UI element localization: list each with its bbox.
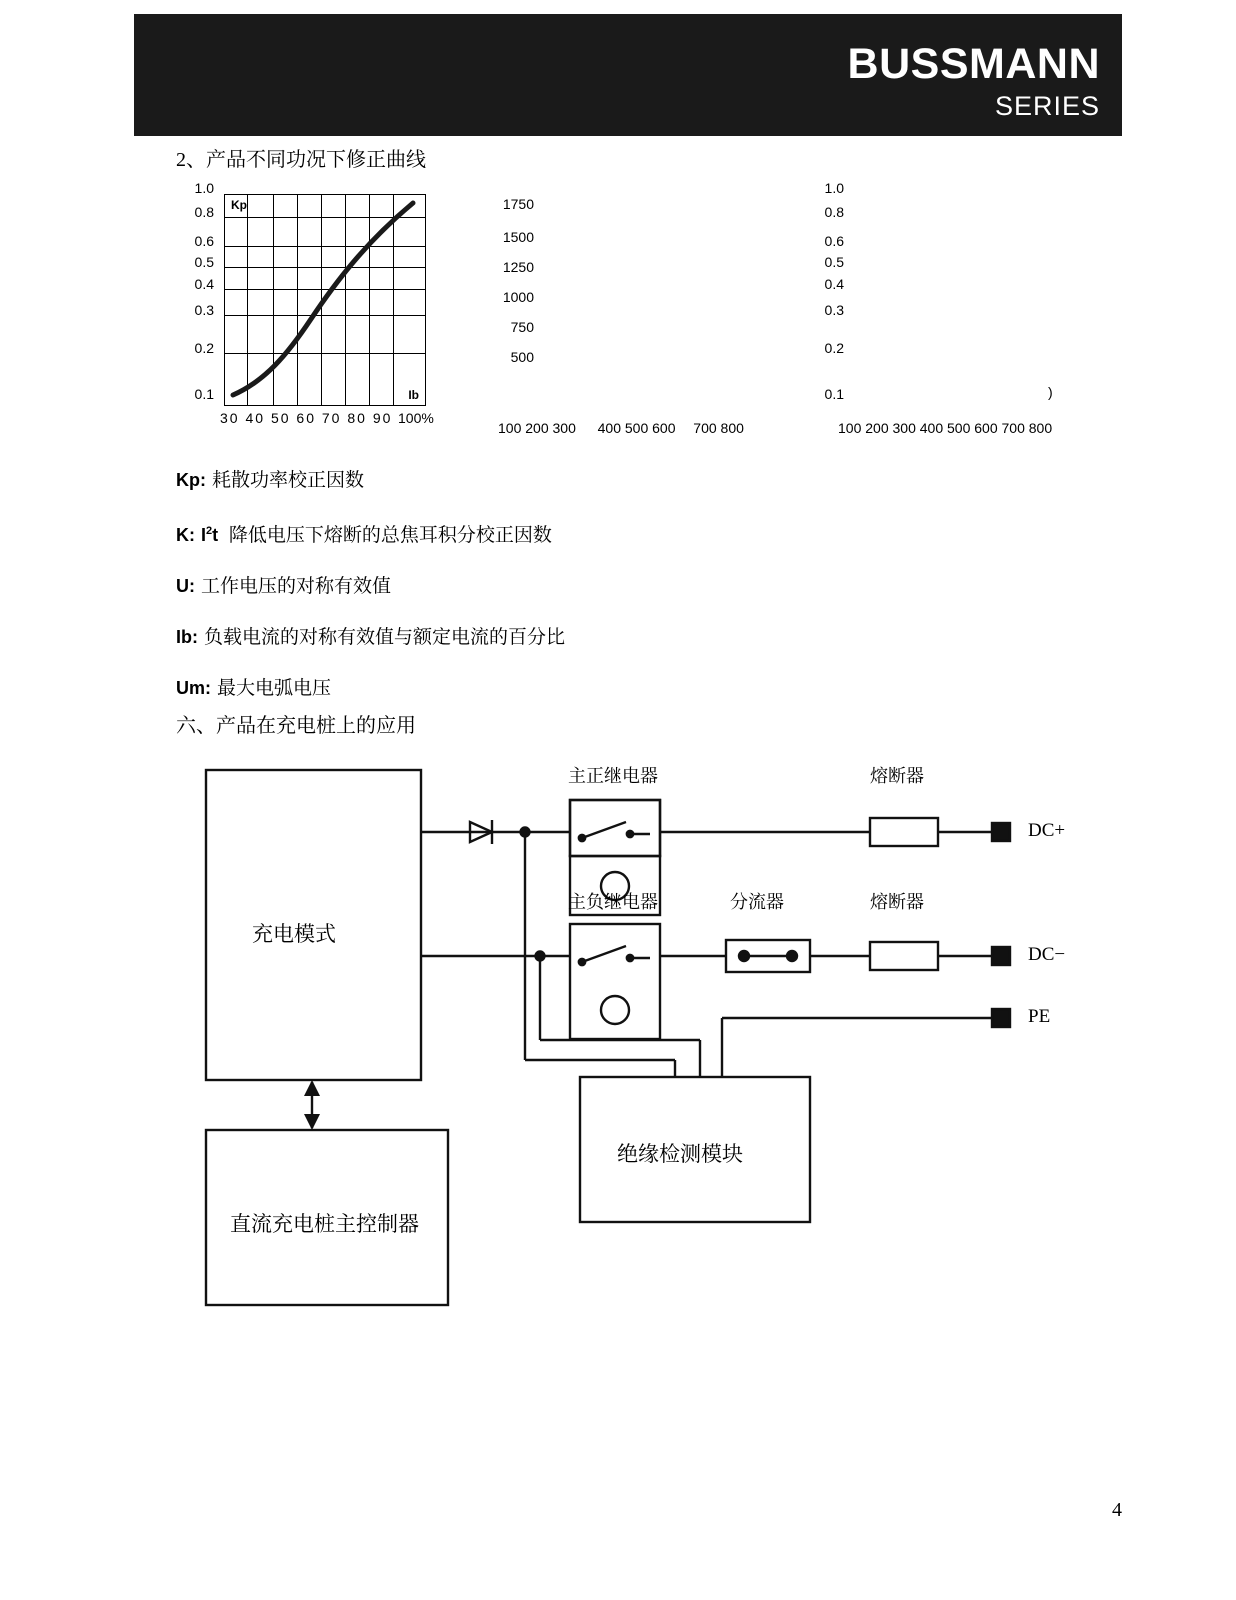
chart-kp-series: [225, 195, 425, 405]
y-tick: 1250: [502, 259, 534, 275]
chart-k-y-axis: [476, 188, 536, 368]
x-tick: 100%: [398, 410, 434, 426]
x-tick: 70: [321, 410, 342, 426]
section-heading-curves: 2、产品不同功况下修正曲线: [176, 149, 426, 171]
schematic-main-controller-label: 直流充电桩主控制器: [230, 1212, 419, 1236]
x-tick: 60: [296, 410, 316, 426]
legend-key: U:: [176, 576, 195, 596]
y-tick: 0.5: [824, 254, 844, 270]
y-tick: 0.3: [194, 302, 214, 318]
schematic-charging-mode-label: 充电模式: [252, 922, 336, 946]
x-tick: 500: [947, 420, 971, 436]
schematic-main-negative-relay-label: 主负继电器: [568, 892, 658, 912]
legend-item: [176, 506, 1076, 561]
x-tick: 700: [1001, 420, 1025, 436]
legend-item: [176, 663, 1076, 714]
legend-item: [176, 455, 1076, 506]
x-tick: 800: [720, 420, 744, 436]
x-tick: 90: [372, 410, 393, 426]
schematic-fuse-top-label: 熔断器: [870, 766, 924, 786]
y-tick: 1750: [502, 196, 534, 212]
chart-u-annotation: ): [1048, 384, 1053, 400]
y-tick: 0.1: [194, 386, 214, 402]
section-heading-application: 六、产品在充电桩上的应用: [176, 715, 416, 737]
legend-key: Ib:: [176, 627, 198, 647]
y-tick: 0.4: [824, 276, 844, 292]
schematic-fuse-bottom-label: 熔断器: [870, 892, 924, 912]
chart-u-x-axis: [838, 420, 1052, 436]
chart-kp-curve: [176, 180, 436, 438]
y-tick: 0.4: [194, 276, 214, 292]
chart-kp-axis-tag-y: Kp: [231, 198, 247, 212]
x-tick: 80: [347, 410, 367, 426]
schematic-main-positive-relay-label: 主正继电器: [568, 766, 658, 786]
x-tick: 300: [552, 420, 576, 436]
schematic-terminal-pe-label: PE: [1028, 1006, 1051, 1027]
x-tick: 700: [693, 420, 717, 436]
x-tick: 800: [1028, 420, 1053, 436]
schematic-terminal-dc-minus-label: DC−: [1028, 944, 1066, 965]
y-tick: 0.8: [824, 204, 844, 220]
y-tick: 0.6: [824, 233, 844, 249]
chart-k-i2t: [476, 188, 776, 438]
y-tick: 750: [510, 319, 534, 335]
charts-row: [176, 180, 1076, 438]
y-tick: 1000: [502, 289, 534, 305]
chart-u-y-axis: [816, 180, 846, 403]
x-tick: 200: [525, 420, 549, 436]
schematic-insulation-module-label: 绝缘检测模块: [617, 1142, 743, 1166]
brand-name: BUSSMANN: [847, 40, 1100, 88]
legend-symbol: $I^2t$: [201, 525, 219, 545]
x-tick: 30: [220, 410, 240, 426]
y-tick: 0.8: [194, 204, 214, 220]
y-tick: 0.2: [194, 340, 214, 356]
charging-pile-schematic: [130, 740, 1110, 1340]
y-tick: 1.0: [824, 180, 844, 196]
x-tick: 600: [652, 420, 676, 436]
x-tick: 50: [270, 410, 291, 426]
x-tick: 40: [245, 410, 266, 426]
legend-key: Um:: [176, 678, 211, 698]
legend-text: 最大电弧电压: [217, 678, 332, 699]
chart-u-um: [816, 180, 1136, 438]
legend-key: K:: [176, 525, 195, 545]
y-tick: 0.5: [194, 254, 214, 270]
brand-series: SERIES: [994, 91, 1100, 121]
x-tick: 600: [974, 420, 998, 436]
legend-text: 降低电压下熔断的总焦耳积分校正因数: [228, 525, 552, 546]
legend-text: 负载电流的对称有效值与额定电流的百分比: [204, 627, 566, 648]
legend-definitions: [176, 455, 1076, 714]
x-tick: 100: [498, 420, 522, 436]
y-tick: 1.0: [194, 180, 214, 196]
brand-lockup: [848, 40, 1100, 122]
legend-item: [176, 612, 1076, 663]
schematic-shunt-label: 分流器: [730, 892, 784, 912]
x-tick: 400: [597, 420, 621, 436]
chart-kp-y-axis: [176, 180, 216, 403]
y-tick: 0.1: [824, 386, 844, 402]
schematic-drawing: [130, 740, 1110, 1340]
schematic-terminal-dc-plus-label: DC+: [1028, 820, 1066, 841]
legend-key: Kp:: [176, 470, 206, 490]
legend-text: 工作电压的对称有效值: [201, 576, 392, 597]
x-tick: 500: [624, 420, 649, 436]
y-tick: 0.3: [824, 302, 844, 318]
chart-kp-axis-tag-x: Ib: [408, 388, 419, 402]
x-tick: 200: [865, 420, 889, 436]
x-tick: 300: [892, 420, 916, 436]
x-tick: 400: [919, 420, 944, 436]
y-tick: 0.2: [824, 340, 844, 356]
legend-item: [176, 561, 1076, 612]
y-tick: 1500: [502, 229, 534, 245]
chart-k-x-axis: [498, 420, 744, 436]
x-tick: 100: [838, 420, 862, 436]
page-number: 4: [1112, 1499, 1122, 1521]
chart-kp-plot-area: [224, 194, 426, 406]
legend-text: 耗散功率校正因数: [212, 470, 365, 491]
x-tick-group: [220, 410, 392, 426]
y-tick: 500: [510, 349, 534, 365]
header-banner: [134, 14, 1122, 136]
y-tick: 0.6: [194, 233, 214, 249]
